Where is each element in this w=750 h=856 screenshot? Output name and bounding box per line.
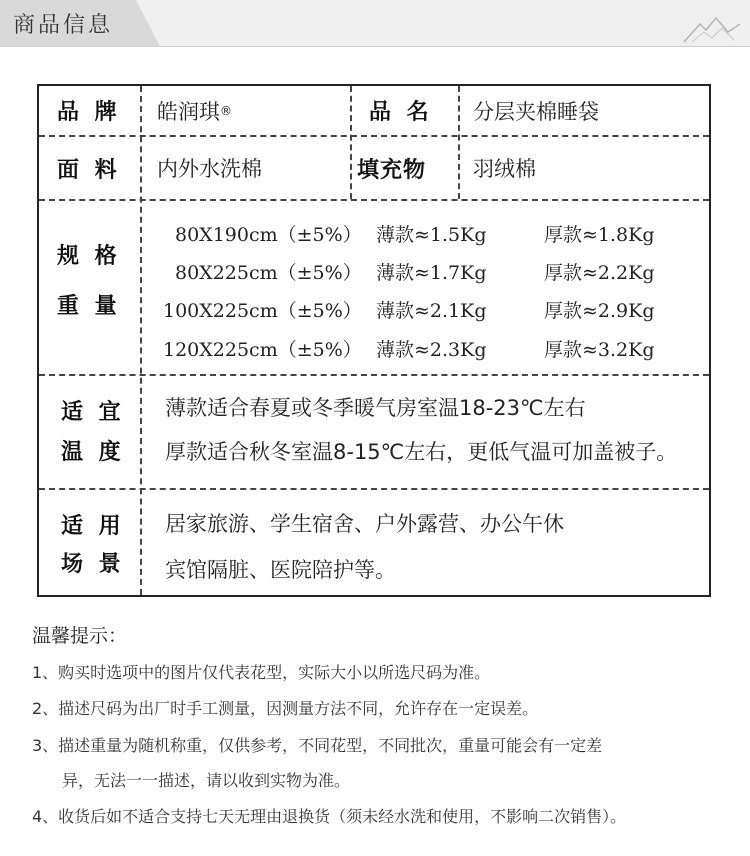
scene-line-1: 居家旅游、学生宿舍、户外露营、办公午休 [165,512,564,536]
name-value: 分层夹棉睡袋 [473,99,599,124]
filling-label: 填充物 [357,157,427,183]
spec-thick: 厚款≈2.2Kg [544,262,655,284]
spec-row [39,214,709,252]
spec-size: 100X225cm（±5%） [163,300,362,322]
spec-thin: 薄款≈1.7Kg [376,262,487,284]
spec-size: 80X190cm（±5%） [175,224,362,246]
product-info-table [37,84,711,597]
tips-title: 温馨提示： [32,625,128,647]
column-divider [458,86,460,199]
brand-name: 皓润琪 [157,99,220,124]
fabric-label: 面 料 [57,157,121,183]
temperature-label-2: 温 度 [61,439,125,465]
tip-item: 4、收货后如不适合支持七天无理由退换货（须未经水洗和使用，不影响二次销售）。 [32,807,627,826]
spec-size: 120X225cm（±5%） [163,339,362,361]
tip-item: 1、购买时选项中的图片仅代表花型，实际大小以所选尺码为准。 [32,663,491,682]
spec-row [39,329,709,367]
brand-value [157,86,232,135]
registered-mark: ® [220,103,232,118]
temperature-thick: 厚款适合秋冬室温8-15℃左右，更低气温可加盖被子。 [165,440,678,464]
temperature-label: 适 宜 [61,399,125,425]
filling-value: 羽绒棉 [473,157,536,181]
weight-label: 重 量 [57,293,121,319]
scene-label: 适 用 [61,513,125,539]
fabric-value: 内外水洗棉 [157,157,262,181]
mountain-icon [682,14,742,44]
section-title: 商品信息 [13,13,114,38]
brand-label: 品 牌 [57,100,121,125]
header-divider [0,46,750,47]
spec-thin: 薄款≈1.5Kg [376,224,487,246]
spec-thin: 薄款≈2.3Kg [376,339,487,361]
spec-label: 规 格 [57,243,121,269]
tip-item: 2、描述尺码为出厂时手工测量，因测量方法不同，允许存在一定误差。 [32,699,539,718]
spec-thin: 薄款≈2.1Kg [376,300,487,322]
scene-label-2: 场 景 [61,551,125,577]
spec-thick: 厚款≈3.2Kg [544,339,655,361]
spec-row [39,252,709,290]
scene-line-2: 宾馆隔脏、医院陪护等。 [165,558,396,582]
spec-thick: 厚款≈1.8Kg [544,224,655,246]
column-divider [350,86,352,199]
name-label: 品 名 [369,100,433,125]
spec-row [39,290,709,328]
temperature-thin: 薄款适合春夏或冬季暖气房室温18-23℃左右 [165,396,586,420]
tip-item-continued: 异，无法一一描述，请以收到实物为准。 [62,771,351,790]
spec-size: 80X225cm（±5%） [175,262,362,284]
spec-thick: 厚款≈2.9Kg [544,300,655,322]
tip-item: 3、描述重量为随机称重，仅供参考，不同花型，不同批次，重量可能会有一定差 [32,736,603,755]
